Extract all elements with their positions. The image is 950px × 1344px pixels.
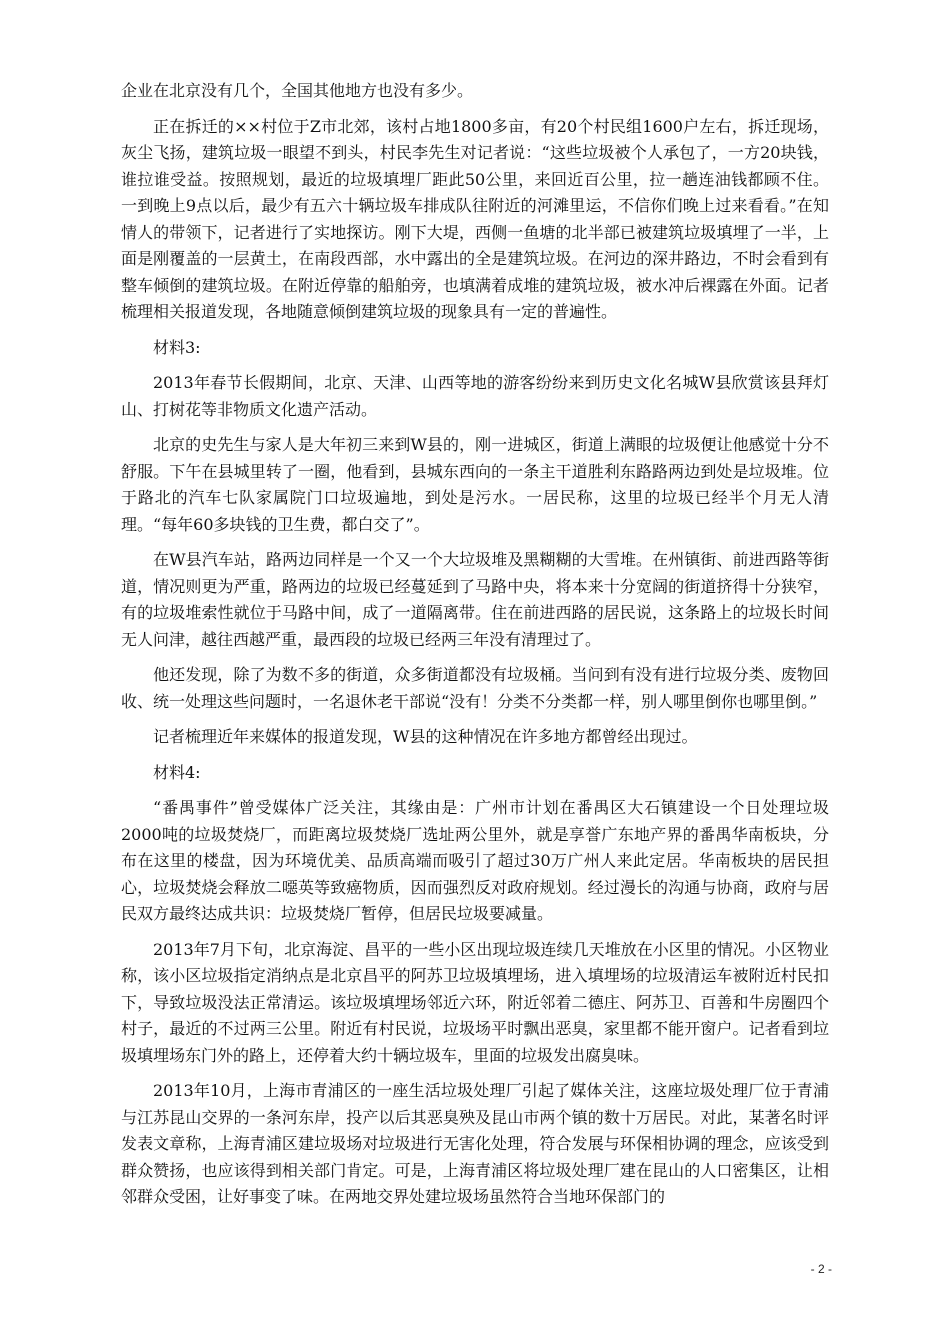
- paragraph-bus-station: 在W县汽车站，路两边同样是一个又一个大垃圾堆及黑糊糊的大雪堆。在州镇街、前进西路等街道，情况则更为严重，路两边的垃圾已经蔓延到了马路中央，将本来十分宽阔的街道挤得十分狭窄，有的垃圾堆索性就位于马路中间，成了一道隔离带。住在前进西路的居民说，这条路上的垃圾长时间无人问津，越往西越严重，最西段的垃圾已经两三年没有清理过了。: [121, 550, 829, 649]
- document-page: [121, 78, 829, 1220]
- paragraph-media-reports: 记者梳理近年来媒体的报道发现，W县的这种情况在许多地方都曾经出现过。: [153, 727, 698, 746]
- paragraph-panyu-incident: “番禺事件”曾受媒体广泛关注，其缘由是：广州市计划在番禺区大石镇建设一个日处理垃圾2000吨的垃圾焚烧厂，而距离垃圾焚烧厂选址两公里外，就是享誉广东地产界的番禺华南板块，分布在这里的楼盘，因为环境优美、品质高端而吸引了超过30万广州人来此定居。华南板块的居民担心，垃圾焚烧会释放二噁英等致癌物质，因而强烈反对政府规划。经过漫长的沟通与协商，政府与居民双方最终达成共识：垃圾焚烧厂暂停，但居民垃圾要减量。: [121, 798, 829, 923]
- page-number: - 2 -: [810, 1262, 832, 1276]
- paragraph-beijing-landfill: 2013年7月下旬，北京海淀、昌平的一些小区出现垃圾连续几天堆放在小区里的情况。小区物业称，该小区垃圾指定消纳点是北京昌平的阿苏卫垃圾填埋场，进入填埋场的垃圾清运车被附近村民扣下，导致垃圾没法正常清运。该垃圾填埋场邻近六环，附近邻着二德庄、阿苏卫、百善和牛房圈四个村子，最近的不过两三公里。附近有村民说，垃圾场平时飘出恶臭，家里都不能开窗户。记者看到垃圾填埋场东门外的路上，还停着大约十辆垃圾车，里面的垃圾发出腐臭味。: [121, 939, 829, 1065]
- section-heading-material-3: 材料3:: [153, 337, 201, 357]
- paragraph-trash-bins: 他还发现，除了为数不多的街道，众多街道都没有垃圾桶。当问到有没有进行垃圾分类、废物回收、统一处理这些问题时，一名退休老干部说“没有！分类不分类都一样，别人哪里倒你也哪里倒。”: [121, 665, 829, 711]
- paragraph-continuation: 企业在北京没有几个，全国其他地方也没有多少。: [121, 81, 474, 100]
- paragraph-spring-festival: 2013年春节长假期间，北京、天津、山西等地的游客纷纷来到历史文化名城W县欣赏该县拜灯山、打树花等非物质文化遗产活动。: [121, 373, 829, 419]
- section-heading-material-4: 材料4:: [153, 762, 201, 782]
- paragraph-mr-shi: 北京的史先生与家人是大年初三来到W县的，刚一进城区，街道上满眼的垃圾便让他感觉十分不舒服。下午在县城里转了一圈，他看到，县城东西向的一条主干道胜利东路路两边到处是垃圾堆。位于路北的汽车七队家属院门口垃圾遍地，到处是污水。一居民称，这里的垃圾已经半个月无人清理。“每年60多块钱的卫生费，都白交了”。: [121, 435, 829, 534]
- paragraph-demolition-village: 正在拆迁的××村位于Z市北郊，该村占地1800多亩，有20个村民组1600户左右，拆迁现场，灰尘飞扬，建筑垃圾一眼望不到头，村民李先生对记者说：“这些垃圾被个人承包了，一方20块钱，谁拉谁受益。按照规划，最近的垃圾填埋厂距此50公里，来回近百公里，拉一趟连油钱都顾不住。一到晚上9点以后，最少有五六十辆垃圾车排成队往附近的河滩里运，不信你们晚上过来看看。”在知情人的带领下，记者进行了实地探访。刚下大堤，西侧一鱼塘的北半部已被建筑垃圾填埋了一半，上面是刚覆盖的一层黄土，在南段西部，水中露出的全是建筑垃圾。在河边的深井路边，不时会看到有整车倾倒的建筑垃圾。在附近停靠的船舶旁，也填满着成堆的建筑垃圾，被水冲后裸露在外面。记者梳理相关报道发现，各地随意倾倒建筑垃圾的现象具有一定的普遍性。: [121, 116, 829, 321]
- paragraph-shanghai-qingpu: 2013年10月，上海市青浦区的一座生活垃圾处理厂引起了媒体关注，这座垃圾处理厂位于青浦与江苏昆山交界的一条河东岸，投产以后其恶臭殃及昆山市两个镇的数十万居民。对此，某著名时评发表文章称，上海青浦区建垃圾场对垃圾进行无害化处理，符合发展与环保相协调的理念，应该受到群众赞扬，也应该得到相关部门肯定。可是，上海青浦区将垃圾处理厂建在昆山的人口密集区，让相邻群众受困，让好事变了味。在两地交界处建垃圾场虽然符合当地环保部门的: [121, 1081, 829, 1206]
